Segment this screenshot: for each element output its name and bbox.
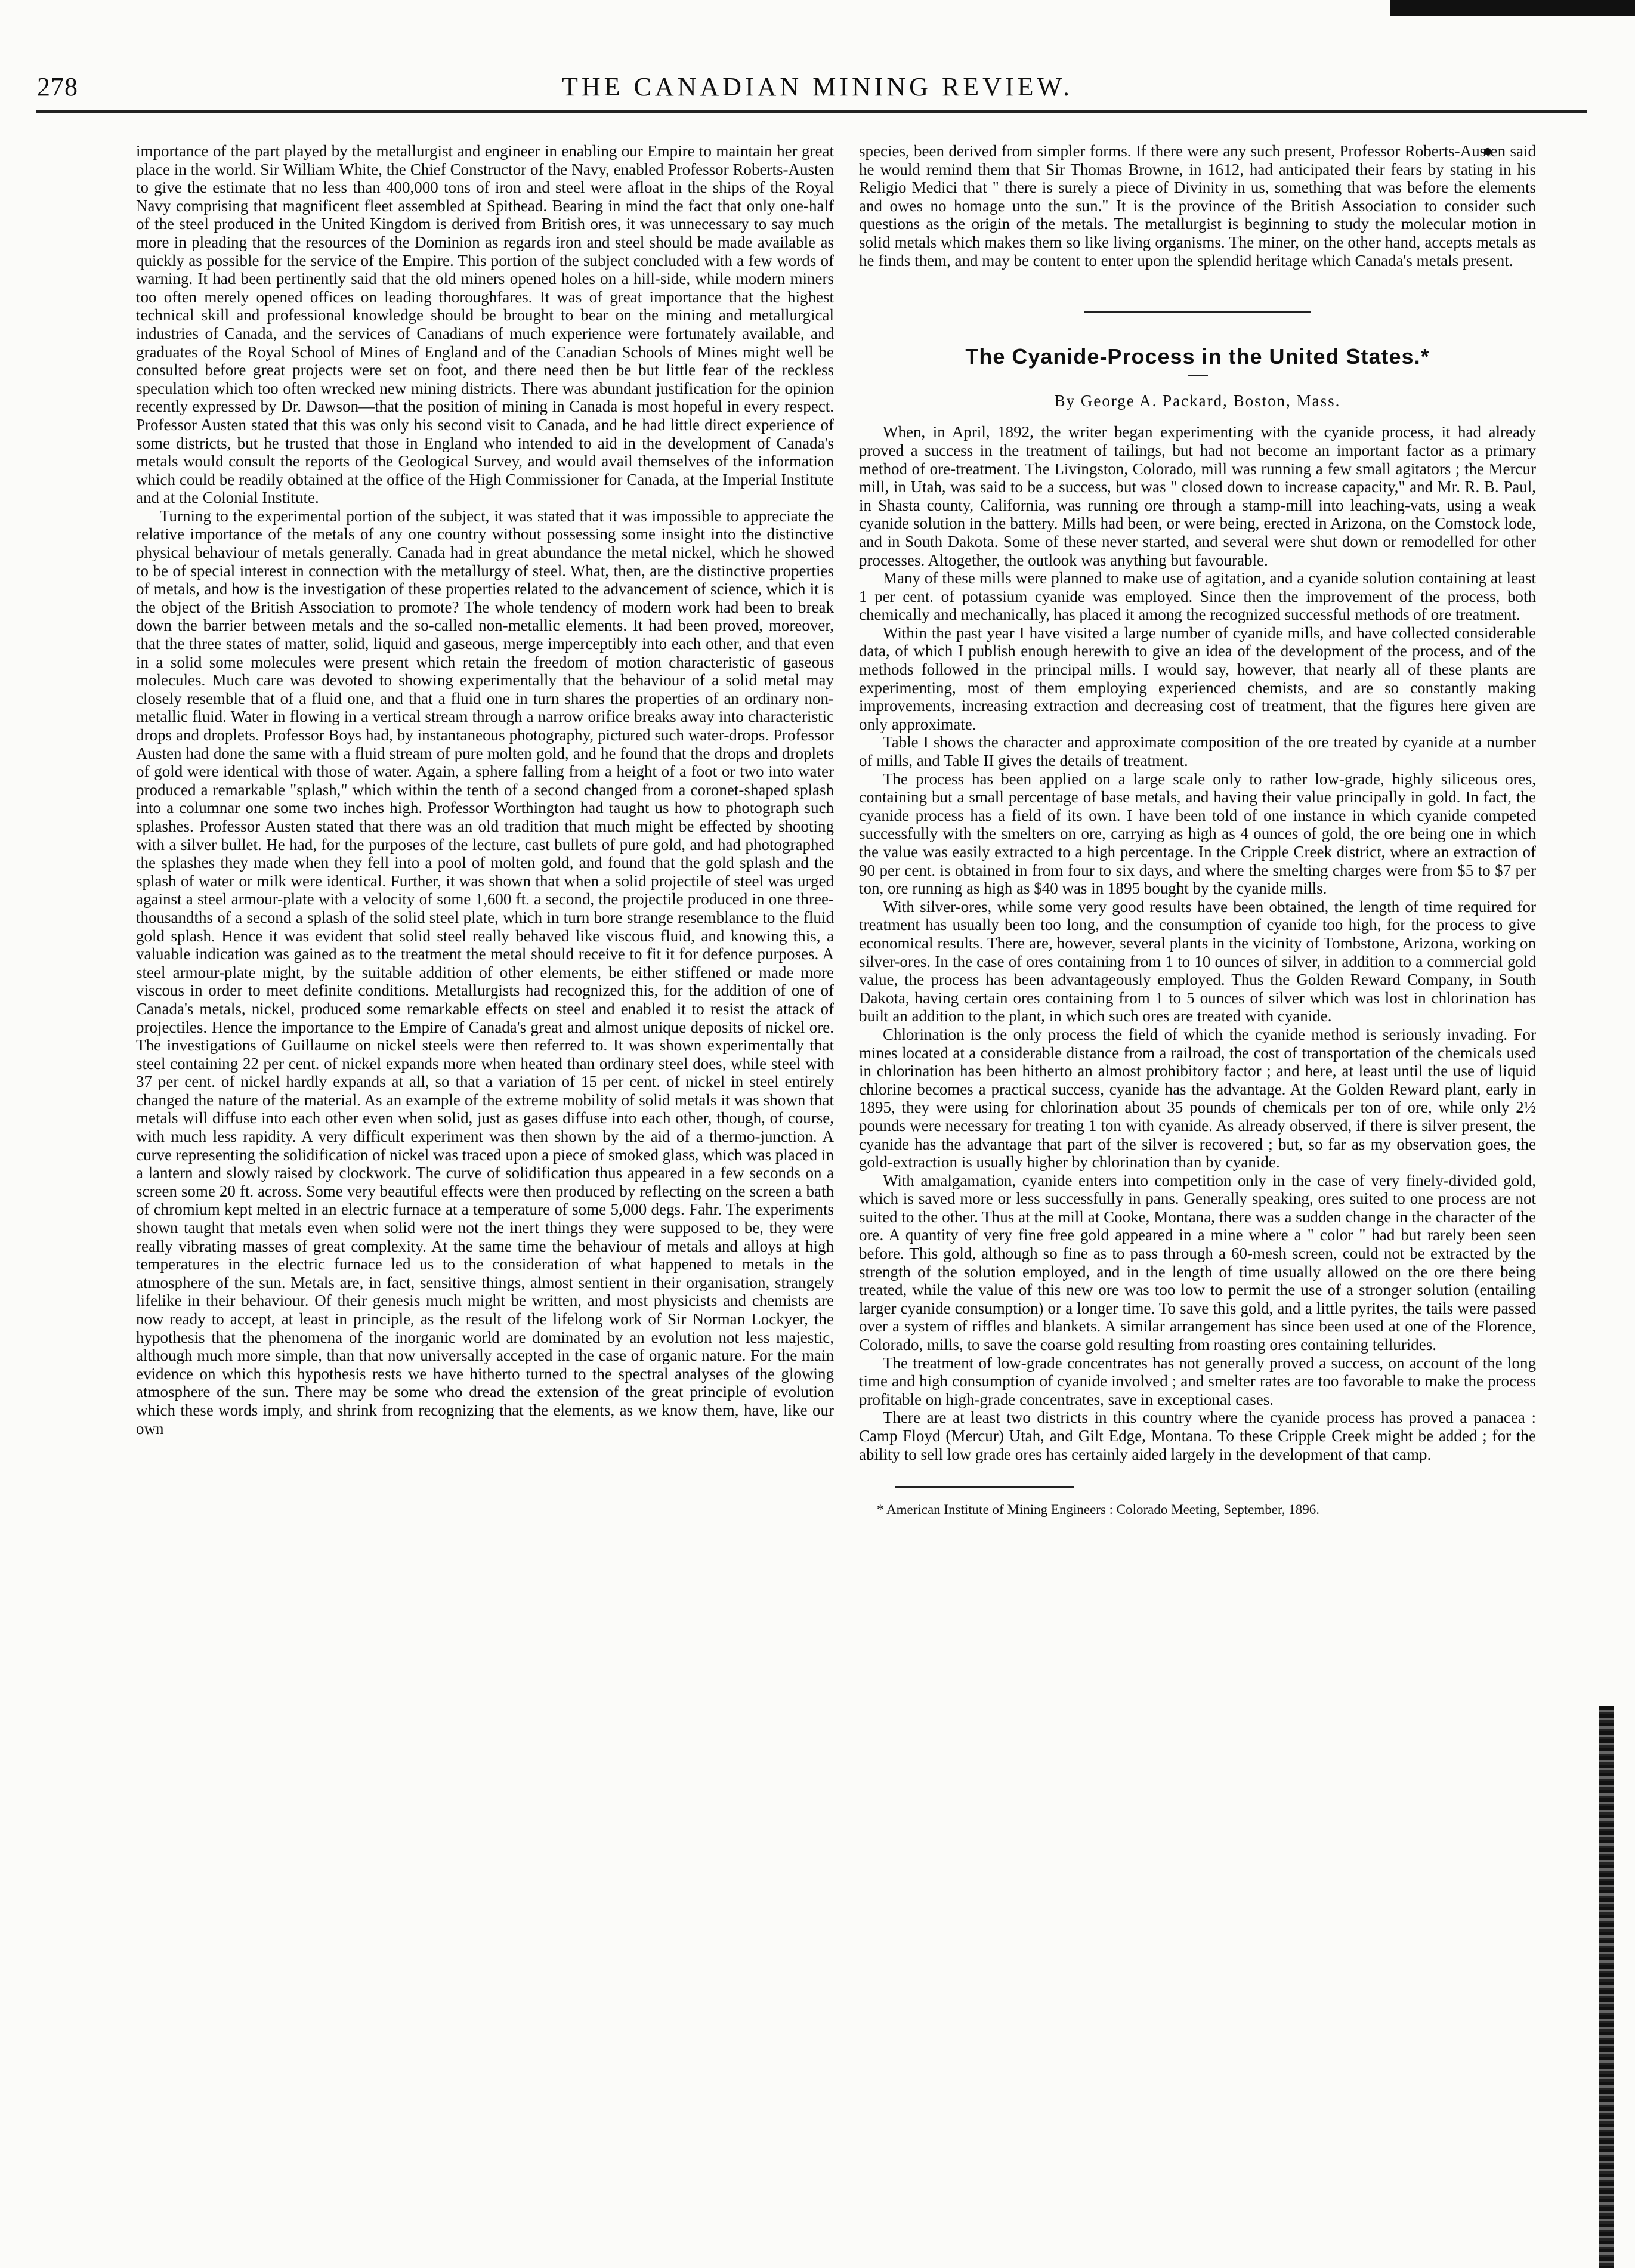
paragraph: There are at least two districts in this country where the cyanide process has proved a panacea : Camp Floyd (Mercur) Utah, and Gilt Edge, Montana. To these Cripple Creek might be added ; for the ability to sell low grade ores has certainly aided largely in the development of that camp. [859,1408,1536,1463]
footnote-rule [895,1486,1074,1488]
page-number: 278 [37,72,78,101]
paragraph: The process has been applied on a large scale only to rather low-grade, highly siliceous ores, containing but a small percentage of base metals, and having their value principally in gold. In fact, the cyanide process has a field of its own. I have been told of one instance in which cyanide competed successfully with the smelters on ore, carrying as high as 4 ounces of gold, the ore being one in which the value was easily extracted to a high percentage. In the Cripple Creek district, where an extraction of 90 per cent. is obtained in from four to six days, and where the smelting charges were from $5 to $7 per ton, ore running as high as $40 was in 1895 bought by the cyanide mills. [859,770,1536,898]
header-rule [36,110,1587,113]
article-title: The Cyanide-Process in the United States.* [965,344,1430,369]
paragraph: With amalgamation, cyanide enters into competition only in the case of very finely-divided gold, which is saved more or less successfully in pans. Generally speaking, ores suited to one process are not suited to the other. Thus at the mill at Cooke, Montana, there was a sudden change in the character of the ore. A quantity of very fine free gold appeared in a mine where a " color " had but rarely been seen before. This gold, although so fine as to pass through a 60-mesh screen, could not be extracted by the strength of the solution employed, and in the length of time usually allowed on the ore there being treated, while the value of this new ore was too low to permit the use of a stronger solution (entailing larger cyanide consumption) or a longer time. To save this gold, and a little pyrites, the tails were passed over a system of riffles and blankets. A similar arrangement has since been used at one of the Florence, Colorado, mills, to save the coarse gold resulting from roasting ores containing tellurides. [859,1171,1536,1354]
top-edge-bar [1390,0,1635,16]
left-column [136,142,834,2242]
continuation-paragraph: species, been derived from simpler forms. If there were any such present, Professor Roberts-Austen said he would remind them that Sir Thomas Browne, in 1612, had anticipated their fears by stating in his Religio Medici that " there is surely a piece of Divinity in us, something that was before the elements and owes no homage unto the sun." It is the province of the British Association to consider such questions as the origin of the metals. The metallurgist is beginning to study the molecular motion in solid metals which makes them so like living organisms. The miner, on the other hand, accepts metals as he finds them, and may be content to enter upon the splendid heritage which Canada's metals present. [859,142,1536,270]
paragraph: Chlorination is the only process the field of which the cyanide method is seriously invading. For mines located at a considerable distance from a railroad, the cost of transportation of the chemicals used in chlorination has been hitherto an almost prohibitory factor ; and here, at least until the use of liquid chlorine becomes a practical success, cyanide has the advantage. At the Golden Reward plant, early in 1895, they were using for chlorination about 35 pounds of chemicals per ton of ore, while only 2½ pounds were necessary for treating 1 ton with cyanide. As already observed, if there is silver present, the cyanide has the advantage that part of the silver is recovered ; but, so far as my observation goes, the gold-extraction is usually higher by chlorination than by cyanide. [859,1025,1536,1172]
running-title: THE CANADIAN MINING REVIEW. [562,72,1073,101]
paragraph: Within the past year I have visited a large number of cyanide mills, and have collected considerable data, of which I publish enough herewith to give an idea of the development of the process, and of the methods followed in the principal mills. I would say, however, that nearly all of these plants are experimenting, most of them employing experienced chemists, and are so constantly making improvements, increasing extraction and decreasing cost of treatment, that the figures here given are only approximate. [859,623,1536,733]
paragraph: When, in April, 1892, the writer began experimenting with the cyanide process, it had already proved a success in the treatment of tailings, but had not become an important factor as a primary method of ore-treatment. The Livingston, Colorado, mill was running a few small agitators ; the Mercur mill, in Utah, was said to be a success, but was " closed down to increase capacity," and Mr. R. B. Paul, in Shasta county, California, was running ore through a stamp-mill into leaching-vats, using a weak cyanide solution in the battery. Mills had been, or were being, erected in Arizona, on the Comstock lode, and in South Dakota. Some of these never started, and several were shut down or remodelled for other processes. Altogether, the outlook was anything but favourable. [859,423,1536,569]
footnote: * American Institute of Mining Engineers : Colorado Meeting, September, 1896. [877,1502,1319,1518]
paragraph: The treatment of low-grade concentrates has not generally proved a success, on account of the long time and high consumption of cyanide involved ; and smelter rates are too favorable to make the process profitable on high-grade concentrates, save in exceptional cases. [859,1354,1536,1408]
right-column [859,142,1536,2242]
section-divider [1084,311,1311,313]
binding-edge [1599,1706,1614,2268]
paragraph: Table I shows the character and approximate composition of the ore treated by cyanide at a number of mills, and Table II gives the details of treatment. [859,733,1536,770]
paragraph: Many of these mills were planned to make use of agitation, and a cyanide solution containing at least 1 per cent. of potassium cyanide was employed. Since then the improvement of the process, both chemically and mechanically, has placed it among the recognized successful methods of ore treatment. [859,569,1536,624]
paragraph: With silver-ores, while some very good results have been obtained, the length of time required for treatment has usually been too long, and the consumption of cyanide too high, for the process to give economical results. There are, however, several plants in the vicinity of Tombstone, Arizona, working on silver-ores. In the case of ores containing from 1 to 10 ounces of silver, in addition to a commercial gold value, the process has been advantageously employed. Thus the Golden Reward Company, in South Dakota, having certain ores containing from 1 to 5 ounces of silver which was lost in chlorination has built an addition to the plant, in which such ores are treated with cyanide. [859,897,1536,1025]
paragraph: importance of the part played by the metallurgist and engineer in enabling our Empire to maintain her great place in the world. Sir William White, the Chief Constructor of the Navy, enabled Professor Roberts-Austen to give the estimate that no less than 400,000 tons of iron and steel were afloat in the ships of the Royal Navy comprising that magnificent fleet assembled at Spithead. Bearing in mind the fact that only one-half of the steel produced in the United Kingdom is derived from British ores, it was unnecessary to say much more in pleading that the resources of the Dominion as regards iron and steel should be made available as quickly as possible for the service of the Empire. This portion of the subject concluded with a few words of warning. It had been pertinently said that the old miners opened holes on a hill-side, while modern miners too often merely opened offices on leading thoroughfares. It was of great importance that the highest technical skill and professional knowledge should be brought to bear on the mining and metallurgical industries of Canada, and the services of Canadians of much experience were fortunately available, and graduates of the Royal School of Mines of England and of the Canadian Schools of Mines might well be consulted before great projects were set on foot, and there need then be but little fear of the reckless speculation which too often wrecked new mining districts. There was abundant justification for the opinion recently expressed by Dr. Dawson—that the position of mining in Canada is most hopeful in every respect. Professor Austen stated that this was only his second visit to Canada, and he had little direct experience of some districts, but he trusted that those in England who intended to aid in the development of Canada's metals would consult the reports of the Geological Survey, and would avail themselves of the information which could be readily obtained at the office of the High Commissioner for Canada, at the Imperial Institute and at the Colonial Institute. [136,142,834,507]
paragraph: Turning to the experimental portion of the subject, it was stated that it was impossible to appreciate the relative importance of the metals of any one country without possessing some insight into the distinctive physical behaviour of metals generally. Canada had in great abundance the metal nickel, which he showed to be of special interest in connection with the metallurgy of steel. What, then, are the distinctive properties of metals, and how is the investigation of these properties related to the advancement of science, which it is the object of the British Association to promote? The whole tendency of modern work had been to break down the barrier between metals and the so-called non-metallic elements. It had been proved, moreover, that the three states of matter, solid, liquid and gaseous, merge imperceptibly into each other, and that even in a solid some molecules were present which retain the freedom of motion characteristic of gaseous molecules. Much care was devoted to showing experimentally that the behaviour of a solid metal may closely resemble that of a fluid one, and that a fluid one in turn shares the properties of an ordinary non-metallic fluid. Water in flowing in a vertical stream through a narrow orifice breaks away into characteristic drops and droplets. Professor Boys had, by instantaneous photography, pictured such water-drops. Professor Austen had done the same with a fluid stream of pure molten gold, and he found that the drops and droplets of gold were identical with those of water. Again, a sphere falling from a height of a foot or two into water produced a remarkable "splash," which within the tenth of a second changed from a coronet-shaped splash into a columnar one some two inches high. Professor Worthington had taught us how to photograph such splashes. Professor Austen stated that there was an old tradition that much might be effected by shooting with a silver bullet. He had, for the purposes of the lecture, cast bullets of pure gold, and had photographed the splashes they made when they fell into a pool of molten gold, and found that the gold splash and the splash of water or milk were identical. Further, it was shown that when a solid projectile of steel was urged against a steel armour-plate with a velocity of some 1,600 ft. a second, the projectile produced in one three-thousandths of a second a splash of the solid steel plate, which in turn bore strange resemblance to the fluid gold splash. Hence it was evident that solid steel really behaved like viscous fluid, and knowing this, a valuable indication was gained as to the treatment the metal should receive to fit it for defence purposes. A steel armour-plate might, by the suitable addition of other elements, be either stiffened or made more viscous in order to meet definite conditions. Metallurgists had recognized this, for the addition of one of Canada's metals, nickel, produced some remarkable effects on steel and enabled it to resist the attack of projectiles. Hence the importance to the Empire of Canada's great and almost unique deposits of nickel ore. The investigations of Guillaume on nickel steels were then referred to. It was shown experimentally that steel containing 22 per cent. of nickel expands more when heated than ordinary steel does, while steel with 37 per cent. of nickel hardly expands at all, so that a variation of 15 per cent. of nickel in steel entirely changed the nature of the material. As an example of the extreme mobility of solid metals it was shown that metals will diffuse into each other even when solid, just as gases diffuse into each other, though, of course, with much less rapidity. A very difficult experiment was then shown by the aid of a thermo-junction. A curve representing the solidification of nickel was traced upon a piece of smoked glass, which was placed in a lantern and slowly raised by clockwork. The curve of solidification thus appeared in a few seconds on a screen some 20 ft. across. Some very beautiful effects were then produced by reflecting on the screen a bath of chromium kept melted in an electric furnace at a temperature of some 5,000 degs. Fahr. The experiments shown taught that metals even when solid were not the inert things they were supposed to be, they were really vibrating masses of great complexity. At the same time the behaviour of metals and alloys at high temperatures in the electric furnace led us to the consideration of what happened to metals in the atmosphere of the sun. Metals are, in fact, sensitive things, almost sentient in their organisation, strangely lifelike in their behaviour. Of their genesis much might be written, and most physicists and chemists are now ready to accept, at least in principle, as the result of the lifelong work of Sir Norman Lockyer, the hypothesis that the phenomena of the inorganic world are dominated by an evolution not less majestic, although much more simple, than that now universally accepted in the case of organic nature. For the main evidence on which this hypothesis rests we have hitherto turned to the spectral analyses of the glowing atmosphere of the sun. There may be some who dread the extension of the great principle of evolution which these words imply, and shrink from recognizing that the elements, as we know them, have, like our own [136,506,834,1438]
article-byline: By George A. Packard, Boston, Mass. [1054,391,1341,410]
title-dash [1188,375,1208,376]
